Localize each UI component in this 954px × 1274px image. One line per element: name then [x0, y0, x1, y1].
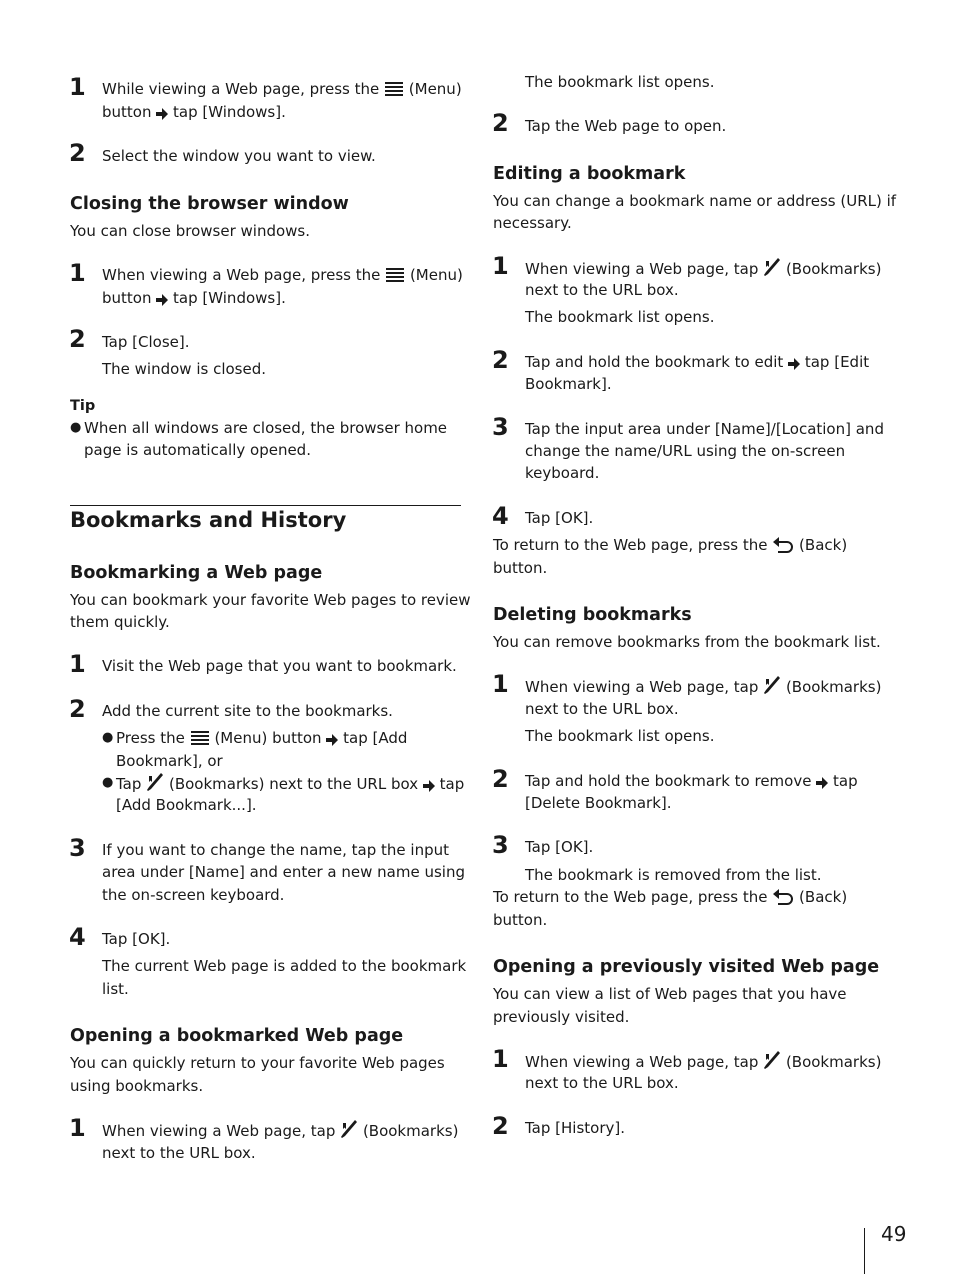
paragraph: previously visited. — [493, 1008, 630, 1026]
step-number: 1 — [69, 73, 86, 101]
section-heading: Deleting bookmarks — [493, 605, 692, 625]
step-text: Tap and hold the bookmark to edit tap [Edit — [525, 351, 869, 377]
bullet-text: [Add Bookmark...]. — [116, 796, 257, 814]
step-text: When viewing a Web page, tap (Bookmarks) — [525, 257, 881, 284]
step-text: If you want to change the name, tap the input — [102, 841, 450, 859]
step-number: 1 — [69, 1114, 86, 1142]
step-number: 3 — [492, 831, 509, 859]
back-icon — [772, 887, 794, 912]
step-result: The bookmark is removed from the list. — [525, 866, 822, 884]
step-number: 2 — [69, 139, 86, 167]
step-number: 3 — [69, 834, 86, 862]
paragraph: You can remove bookmarks from the bookmark list. — [493, 633, 881, 651]
paragraph: button. — [493, 911, 548, 929]
arrow-right-icon — [156, 104, 168, 127]
bookmarks-icon — [763, 1050, 781, 1077]
step-number: 3 — [492, 413, 509, 441]
bullet-text: Press the (Menu) button tap [Add — [116, 727, 407, 753]
paragraph: You can bookmark your favorite Web pages to review — [70, 591, 471, 609]
step-text: When viewing a Web page, tap (Bookmarks) — [525, 1050, 881, 1077]
step-result: list. — [102, 980, 129, 998]
section-heading: Opening a previously visited Web page — [493, 957, 880, 977]
step-text: Visit the Web page that you want to bookmark. — [102, 657, 457, 675]
step-text: While viewing a Web page, press the (Menu) — [102, 78, 462, 104]
bookmarks-icon — [340, 1119, 358, 1146]
bookmarks-icon — [763, 675, 781, 702]
section-divider — [70, 505, 461, 506]
arrow-right-icon — [156, 290, 168, 313]
section-heading: Editing a bookmark — [493, 164, 686, 184]
step-text: Tap the Web page to open. — [525, 117, 727, 135]
step-result: The bookmark list opens. — [525, 727, 715, 745]
step-text: change the name/URL using the on-screen — [525, 442, 846, 460]
step-number: 2 — [69, 695, 86, 723]
paragraph: button. — [493, 559, 548, 577]
arrow-right-icon — [423, 776, 435, 799]
step-number: 1 — [492, 252, 509, 280]
step-number: 2 — [69, 325, 86, 353]
step-result: The current Web page is added to the bookmark — [102, 957, 467, 975]
step-text: Tap [History]. — [525, 1119, 625, 1137]
menu-icon — [385, 267, 405, 290]
step-text: Tap [Close]. — [102, 333, 190, 351]
bullet-icon: ● — [70, 420, 82, 435]
step-result: The bookmark list opens. — [525, 308, 715, 326]
step-text: When viewing a Web page, tap (Bookmarks) — [102, 1119, 458, 1146]
menu-icon — [384, 81, 404, 104]
bullet-icon: ● — [102, 730, 114, 745]
step-number: 1 — [492, 670, 509, 698]
step-number: 4 — [69, 923, 86, 951]
step-text: next to the URL box. — [525, 1074, 679, 1092]
step-text: button tap [Windows]. — [102, 287, 286, 313]
tip-label: Tip — [70, 398, 96, 414]
step-number: 4 — [492, 502, 509, 530]
step-text: next to the URL box. — [102, 1144, 256, 1162]
step-result: The bookmark list opens. — [525, 73, 715, 91]
step-text: Tap [OK]. — [102, 930, 171, 948]
step-text: keyboard. — [525, 464, 600, 482]
paragraph: To return to the Web page, press the (Back) — [493, 534, 847, 560]
step-number: 2 — [492, 346, 509, 374]
step-number: 2 — [492, 1112, 509, 1140]
paragraph: them quickly. — [70, 613, 170, 631]
step-text: Select the window you want to view. — [102, 147, 376, 165]
bullet-text: Bookmark], or — [116, 752, 223, 770]
back-icon — [772, 535, 794, 560]
section-heading: Closing the browser window — [70, 194, 349, 214]
arrow-right-icon — [816, 773, 828, 796]
section-heading: Bookmarking a Web page — [70, 563, 323, 583]
step-text: [Delete Bookmark]. — [525, 794, 672, 812]
step-number: 1 — [69, 650, 86, 678]
step-text: area under [Name] and enter a new name using — [102, 863, 465, 881]
step-text: Add the current site to the bookmarks. — [102, 702, 393, 720]
paragraph: You can change a bookmark name or address (URL) if — [493, 192, 897, 210]
paragraph: necessary. — [493, 214, 572, 232]
paragraph: You can view a list of Web pages that you have — [493, 985, 847, 1003]
paragraph: To return to the Web page, press the (Back) — [493, 886, 847, 912]
bullet-text: Tap (Bookmarks) next to the URL box tap — [116, 772, 464, 799]
paragraph: You can close browser windows. — [70, 222, 311, 240]
step-text: When viewing a Web page, press the (Menu) — [102, 264, 463, 290]
step-number: 1 — [69, 259, 86, 287]
step-number: 2 — [492, 765, 509, 793]
step-text: next to the URL box. — [525, 700, 679, 718]
paragraph: using bookmarks. — [70, 1077, 204, 1095]
tip-text: page is automatically opened. — [84, 441, 311, 459]
arrow-right-icon — [788, 354, 800, 377]
arrow-right-icon — [326, 730, 338, 753]
step-number: 2 — [492, 109, 509, 137]
step-number: 1 — [492, 1045, 509, 1073]
tip-text: When all windows are closed, the browser home — [84, 419, 448, 437]
page-section-title: Bookmarks and History — [70, 508, 347, 532]
step-text: Tap [OK]. — [525, 838, 594, 856]
step-text: When viewing a Web page, tap (Bookmarks) — [525, 675, 881, 702]
section-heading: Opening a bookmarked Web page — [70, 1026, 404, 1046]
step-text: Bookmark]. — [525, 375, 612, 393]
bullet-icon: ● — [102, 775, 114, 790]
page-number-divider — [864, 1228, 865, 1274]
step-text: Tap and hold the bookmark to remove tap — [525, 770, 858, 796]
bookmarks-icon — [763, 257, 781, 284]
step-text: next to the URL box. — [525, 281, 679, 299]
paragraph: You can quickly return to your favorite Web pages — [70, 1054, 445, 1072]
page-number: 49 — [881, 1222, 907, 1246]
step-text: the on-screen keyboard. — [102, 886, 285, 904]
step-text: Tap [OK]. — [525, 509, 594, 527]
step-result: The window is closed. — [102, 360, 267, 378]
step-text: Tap the input area under [Name]/[Location] and — [525, 420, 884, 438]
step-text: button tap [Windows]. — [102, 101, 286, 127]
